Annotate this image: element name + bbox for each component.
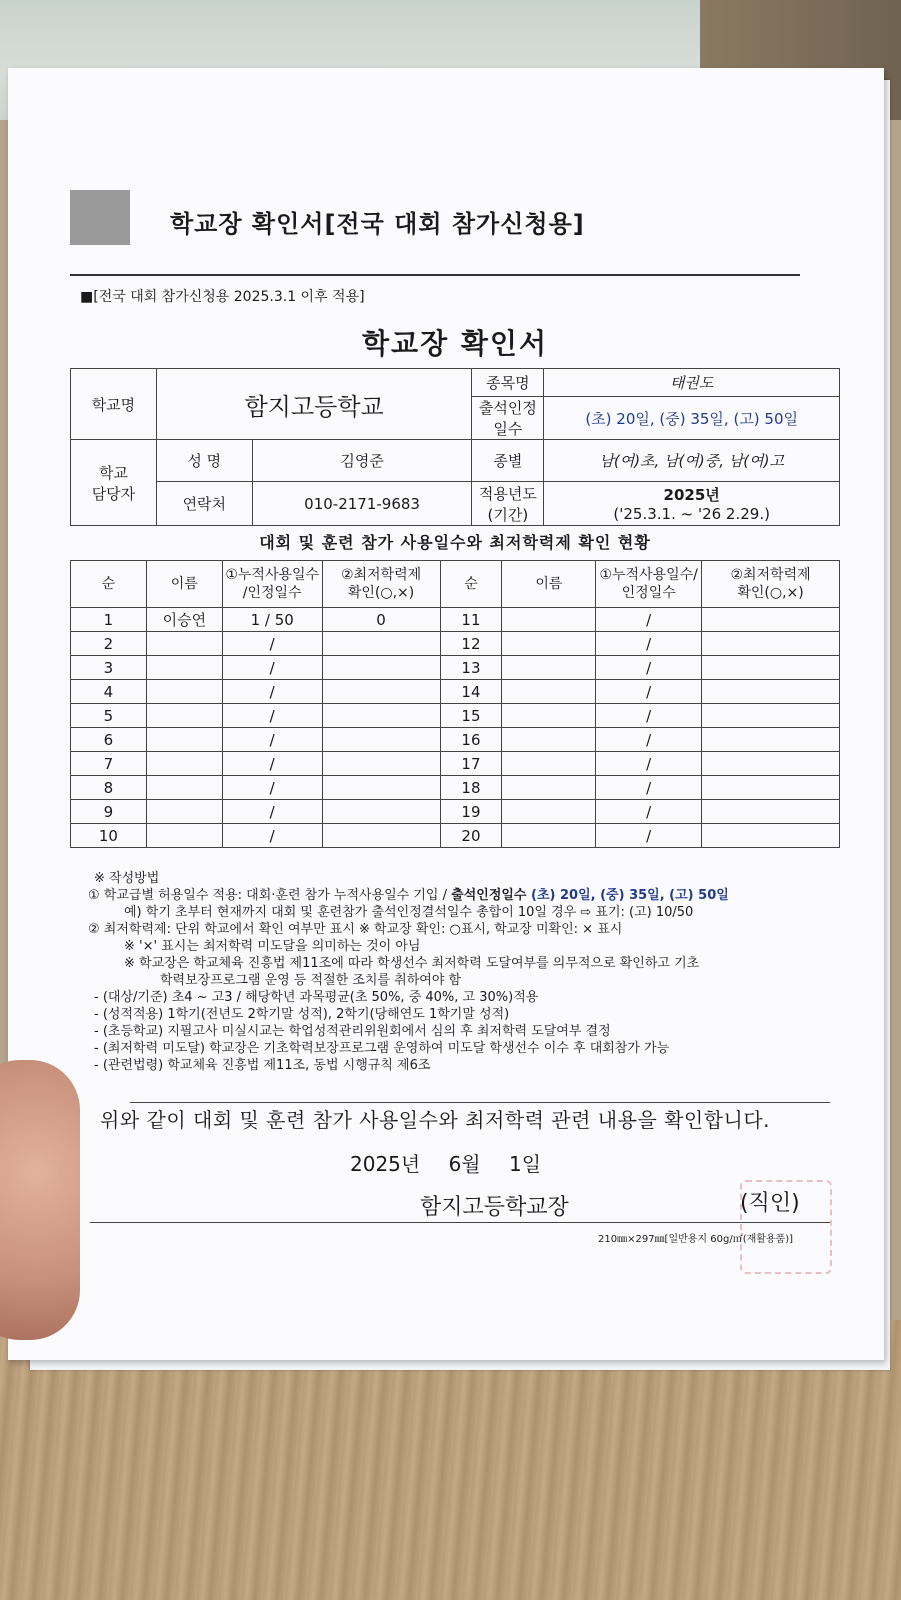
row-check-2 — [702, 632, 840, 656]
scope-note: ■[전국 대회 참가신청용 2025.3.1 이후 적용] — [80, 289, 365, 305]
row-name-2 — [502, 824, 596, 848]
row-no: 2 — [71, 632, 147, 656]
row-no: 3 — [71, 656, 147, 680]
row-name — [146, 824, 222, 848]
table-row — [71, 656, 840, 680]
header-no-2: 순 — [440, 561, 502, 608]
header-name-2: 이름 — [502, 561, 596, 608]
bullet-3: - (초등학교) 지필고사 미실시교는 학업성적관리위원회에서 심의 후 최저학력 도달여부 결정 — [94, 1024, 611, 1039]
row-no-2: 20 — [440, 824, 502, 848]
date-day: 1일 — [508, 1152, 542, 1176]
paper-spec: 210㎜×297㎜[일반용지 60g/㎡(재활용품)] — [598, 1234, 794, 1245]
row-days: / — [222, 632, 322, 656]
row-days: / — [222, 776, 322, 800]
row-check — [322, 704, 440, 728]
notes-heading: ※ 작성방법 — [94, 871, 160, 886]
table-row — [71, 752, 840, 776]
row-name-2 — [502, 656, 596, 680]
row-check-2 — [702, 728, 840, 752]
row-days: / — [222, 704, 322, 728]
row-no: 8 — [71, 776, 147, 800]
table-row — [71, 776, 840, 800]
contact-value: 010-2171-9683 — [252, 482, 472, 526]
row-check — [322, 776, 440, 800]
table-row — [71, 704, 840, 728]
row-name-2 — [502, 800, 596, 824]
date-month: 6월 — [448, 1152, 481, 1176]
table-row — [71, 728, 840, 752]
row-days: / — [222, 728, 322, 752]
row-name — [146, 752, 222, 776]
row-no: 10 — [71, 824, 147, 848]
row-days: / — [222, 824, 322, 848]
sport-label: 종목명 — [472, 369, 544, 397]
header-days — [222, 561, 322, 608]
attendance-label-line1: 출석인정 — [478, 399, 537, 417]
row-no-2: 15 — [440, 704, 502, 728]
row-name-2 — [502, 728, 596, 752]
attendance-label — [472, 397, 544, 440]
row-days: / — [222, 680, 322, 704]
row-no: 5 — [71, 704, 147, 728]
gender-value: 남(여)초, 남(여)중, 남(여)고 — [544, 440, 840, 482]
row-name: 이승연 — [146, 608, 222, 632]
row-check — [322, 824, 440, 848]
row-days-2: / — [596, 704, 702, 728]
title-gray-block — [70, 190, 130, 245]
info-table — [70, 368, 840, 526]
manager-label — [71, 440, 157, 526]
year-label-line2: (기간) — [487, 505, 529, 524]
row-check-2 — [702, 656, 840, 680]
issue-date — [350, 1148, 563, 1177]
school-label: 학교명 — [71, 369, 157, 440]
manager-label-line1: 학교 — [98, 463, 128, 482]
instructions — [88, 870, 828, 1074]
attendance-label-line2: 일수 — [493, 420, 523, 438]
row-name-2 — [502, 776, 596, 800]
row-days: / — [222, 752, 322, 776]
document-paper — [8, 68, 884, 1360]
row-days-2: / — [596, 680, 702, 704]
header-days-line1: ①누적사용일수 — [225, 567, 320, 583]
row-no: 4 — [71, 680, 147, 704]
main-title: 학교장 확인서[전국 대회 참가신청용] — [170, 210, 585, 238]
row-no-2: 18 — [440, 776, 502, 800]
row-no: 7 — [71, 752, 147, 776]
header-check2-line1: ②최저학력제 — [730, 567, 811, 583]
row-check-2 — [702, 704, 840, 728]
row-days-2: / — [596, 632, 702, 656]
row-check: 0 — [322, 608, 440, 632]
row-check-2 — [702, 608, 840, 632]
name-label: 성 명 — [156, 440, 252, 482]
school-name: 함지고등학교 — [156, 369, 472, 440]
note-2-sub-b: ※ 학교장은 학교체육 진흥법 제11조에 따라 학생선수 최저학력 도달여부를 의무적으로 확인하고 기초 — [124, 956, 700, 971]
year-range: ('25.3.1. ~ '26 2.29.) — [613, 505, 770, 523]
document-title: 학교장 확인서 — [361, 327, 549, 360]
table-row — [71, 680, 840, 704]
attendance-value: (초) 20일, (중) 35일, (고) 50일 — [544, 397, 840, 440]
row-no-2: 19 — [440, 800, 502, 824]
table-row — [71, 800, 840, 824]
confirmation-statement: 위와 같이 대회 및 훈련 참가 사용일수와 최저학력 관련 내용을 확인합니다. — [100, 1108, 771, 1132]
row-check-2 — [702, 776, 840, 800]
note-2-sub-a: ※ '×' 표시는 최저학력 미도달을 의미하는 것이 아님 — [124, 939, 421, 954]
status-table — [70, 560, 840, 848]
row-name — [146, 656, 222, 680]
row-no-2: 17 — [440, 752, 502, 776]
row-check — [322, 800, 440, 824]
row-name-2 — [502, 680, 596, 704]
note-1-bold: 출석인정일수 — [451, 888, 527, 903]
row-no-2: 16 — [440, 728, 502, 752]
header-days2-line1: ①누적사용일수/ — [599, 567, 698, 583]
note-1-values: (초) 20일, (중) 35일, (고) 50일 — [526, 888, 729, 903]
table-row — [71, 608, 840, 632]
notes-divider — [130, 1102, 830, 1103]
row-check — [322, 632, 440, 656]
manager-label-line2: 담당자 — [91, 484, 136, 503]
row-name — [146, 680, 222, 704]
year-value: 2025년 — [663, 486, 720, 504]
row-check — [322, 680, 440, 704]
header-check — [322, 561, 440, 608]
row-no: 6 — [71, 728, 147, 752]
note-2: ② 최저학력제: 단위 학교에서 확인 여부만 표시 ※ 학교장 확인: ○표시, 학교장 미확인: × 표시 — [88, 922, 623, 937]
name-value: 김영준 — [252, 440, 472, 482]
table-row — [71, 632, 840, 656]
table-row — [71, 824, 840, 848]
note-2-sub-c: 학력보장프로그램 운영 등 적절한 조치를 취하여야 함 — [160, 973, 462, 988]
row-check-2 — [702, 824, 840, 848]
row-name — [146, 800, 222, 824]
row-days-2: / — [596, 824, 702, 848]
seal-label: (직인) — [740, 1191, 800, 1216]
row-name — [146, 728, 222, 752]
row-name-2 — [502, 608, 596, 632]
row-days: / — [222, 656, 322, 680]
year-label — [472, 482, 544, 526]
header-check-2 — [702, 561, 840, 608]
row-days-2: / — [596, 608, 702, 632]
row-check — [322, 656, 440, 680]
row-no: 1 — [71, 608, 147, 632]
header-check2-line2: 확인(○,×) — [737, 585, 804, 601]
bullet-1: - (대상/기준) 초4 ~ 고3 / 해당학년 과목평균(초 50%, 중 40%, 고 30%)적용 — [94, 990, 539, 1005]
row-days-2: / — [596, 728, 702, 752]
row-days-2: / — [596, 800, 702, 824]
bullet-2: - (성적적용) 1학기(전년도 2학기말 성적), 2학기(당해연도 1학기말 성적) — [94, 1007, 510, 1022]
row-check-2 — [702, 752, 840, 776]
bullet-5: - (관련법령) 학교체육 진흥법 제11조, 동법 시행규칙 제6조 — [94, 1058, 431, 1073]
row-days-2: / — [596, 656, 702, 680]
note-1 — [88, 887, 828, 904]
row-name — [146, 704, 222, 728]
header-days2-line2: 인정일수 — [621, 585, 676, 601]
year-label-line1: 적용년도 — [478, 484, 537, 503]
row-name-2 — [502, 704, 596, 728]
row-check-2 — [702, 680, 840, 704]
header-check-line1: ②최저학력제 — [340, 567, 422, 583]
thumb — [0, 1060, 80, 1340]
status-title: 대회 및 훈련 참가 사용일수와 최저학력제 확인 현황 — [259, 533, 651, 552]
row-no-2: 11 — [440, 608, 502, 632]
header-check-line2: 확인(○,×) — [347, 585, 415, 601]
principal-name: 함지고등학교장 — [420, 1195, 569, 1220]
year-value-cell — [544, 482, 840, 526]
row-no-2: 13 — [440, 656, 502, 680]
row-check — [322, 752, 440, 776]
row-name-2 — [502, 632, 596, 656]
gender-label: 종별 — [472, 440, 544, 482]
title-underline — [70, 274, 800, 276]
header-name: 이름 — [146, 561, 222, 608]
row-check — [322, 728, 440, 752]
row-days-2: / — [596, 752, 702, 776]
row-name-2 — [502, 752, 596, 776]
signature-line — [90, 1222, 830, 1223]
row-name — [146, 776, 222, 800]
row-no: 9 — [71, 800, 147, 824]
date-year: 2025년 — [350, 1152, 421, 1176]
note-1-text: ① 학교급별 허용일수 적용: 대회·훈련 참가 누적사용일수 기입 / — [88, 888, 452, 903]
row-days: 1 / 50 — [222, 608, 322, 632]
bullet-4: - (최저학력 미도달) 학교장은 기초학력보장프로그램 운영하여 미도달 학생선수 이수 후 대회참가 가능 — [94, 1041, 670, 1056]
header-days-2 — [596, 561, 702, 608]
row-no-2: 12 — [440, 632, 502, 656]
row-name — [146, 632, 222, 656]
row-no-2: 14 — [440, 680, 502, 704]
note-1-example: 예) 학기 초부터 현재까지 대회 및 훈련참가 출석인정결석일수 총합이 10일 경우 ⇨ 표기: (고) 10/50 — [124, 905, 694, 920]
header-days-line2: /인정일수 — [242, 585, 302, 601]
sport-value: 태권도 — [544, 369, 840, 397]
contact-label: 연락처 — [156, 482, 252, 526]
row-days: / — [222, 800, 322, 824]
header-no: 순 — [71, 561, 147, 608]
row-days-2: / — [596, 776, 702, 800]
row-check-2 — [702, 800, 840, 824]
